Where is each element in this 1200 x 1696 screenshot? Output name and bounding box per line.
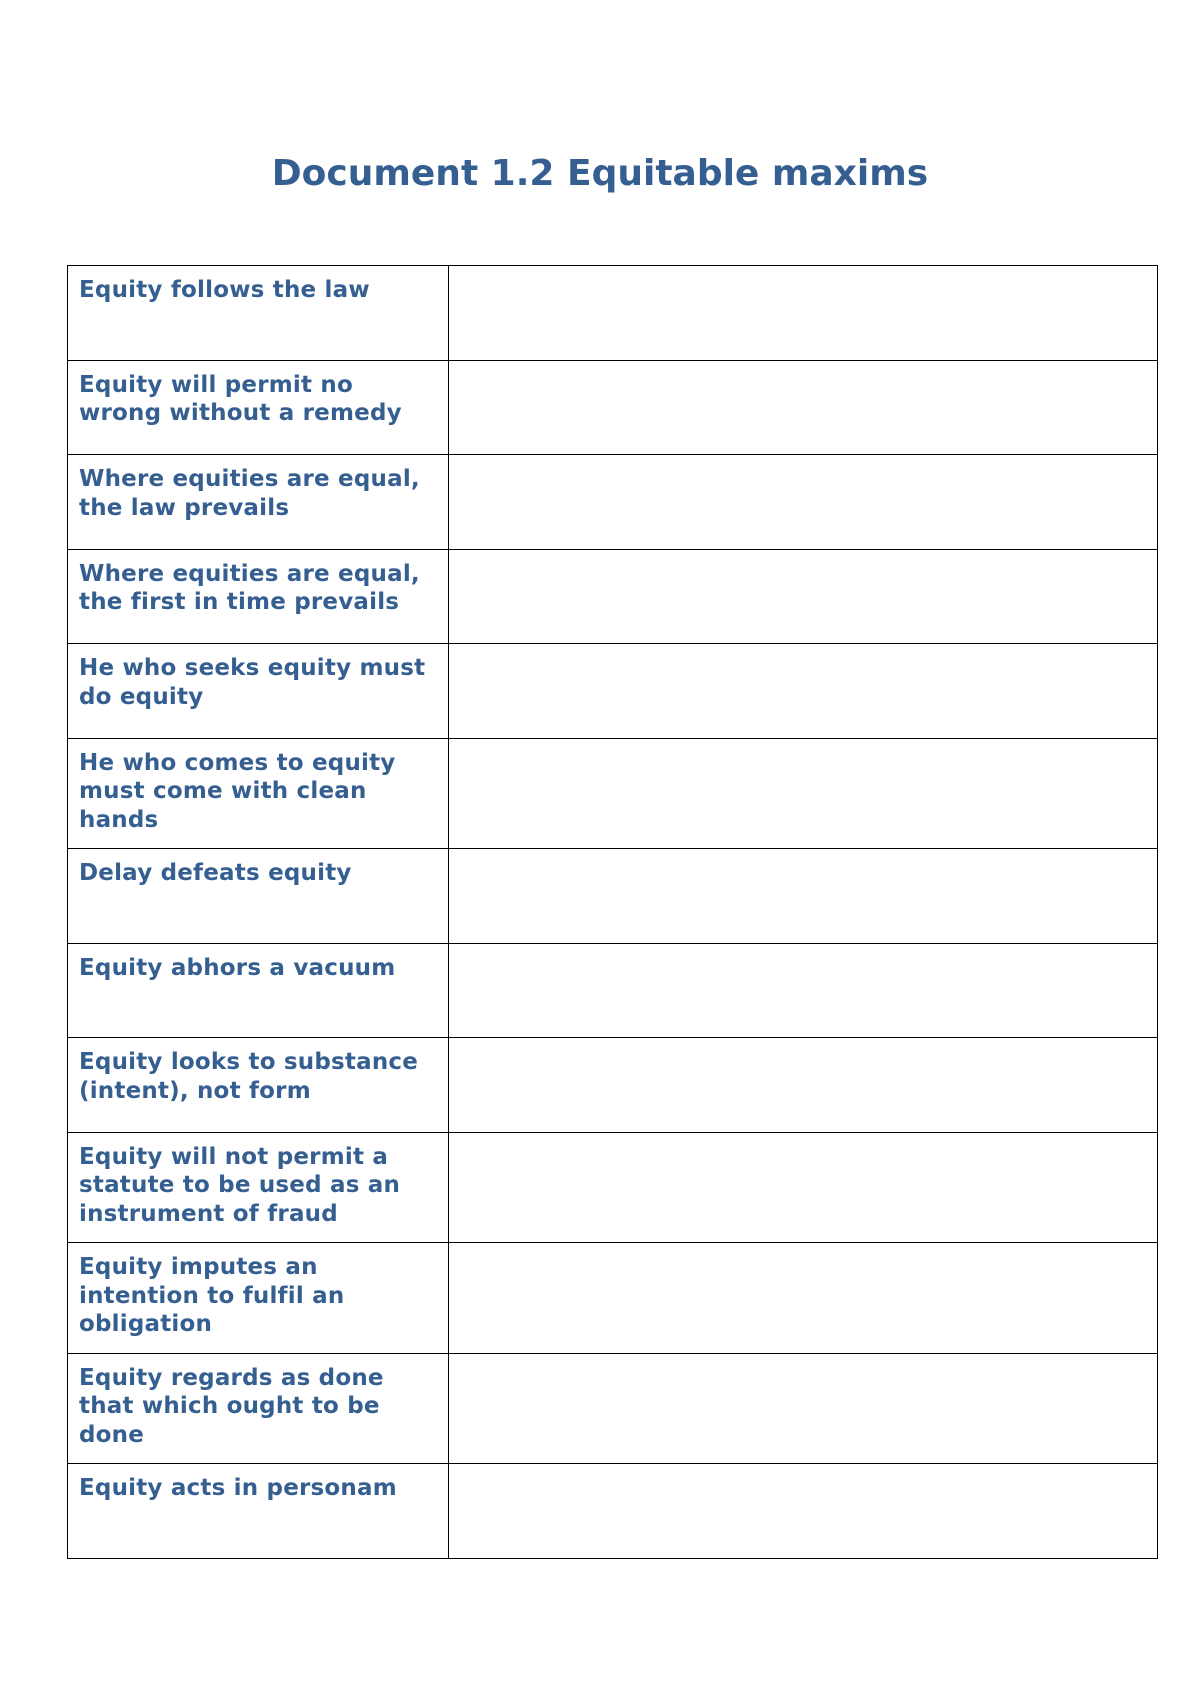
answer-cell[interactable] — [449, 1464, 1158, 1559]
answer-cell[interactable] — [449, 849, 1158, 944]
answer-cell[interactable] — [449, 644, 1158, 739]
table-row — [68, 549, 1158, 644]
table-row — [68, 738, 1158, 849]
maxim-label: Equity abhors a vacuum — [68, 943, 449, 1038]
page-title: Document 1.2 Equitable maxims — [271, 153, 929, 194]
maxim-label: He who comes to equity must come with clean hands — [68, 738, 449, 849]
answer-cell[interactable] — [449, 455, 1158, 550]
maxim-label: Equity regards as done that which ought to be done — [68, 1353, 449, 1464]
maxim-label: Equity acts in personam — [68, 1464, 449, 1559]
table-row — [68, 943, 1158, 1038]
answer-cell[interactable] — [449, 1132, 1158, 1243]
maxim-label: Equity will not permit a statute to be used as an instrument of fraud — [68, 1132, 449, 1243]
table-row — [68, 1353, 1158, 1464]
table-row — [68, 1243, 1158, 1354]
answer-cell[interactable] — [449, 549, 1158, 644]
maxim-label: Equity imputes an intention to fulfil an obligation — [68, 1243, 449, 1354]
answer-cell[interactable] — [449, 1038, 1158, 1133]
table-row — [68, 360, 1158, 455]
table-row — [68, 1038, 1158, 1133]
answer-cell[interactable] — [449, 1353, 1158, 1464]
answer-cell[interactable] — [449, 943, 1158, 1038]
answer-cell[interactable] — [449, 360, 1158, 455]
table-row — [68, 644, 1158, 739]
table-row — [68, 1132, 1158, 1243]
table-row — [68, 455, 1158, 550]
answer-cell[interactable] — [449, 1243, 1158, 1354]
maxim-label: Equity follows the law — [68, 266, 449, 361]
answer-cell[interactable] — [449, 738, 1158, 849]
maxim-label: Where equities are equal, the first in time prevails — [68, 549, 449, 644]
table-row — [68, 1464, 1158, 1559]
maxim-label: Equity looks to substance (intent), not form — [68, 1038, 449, 1133]
maxim-label: Where equities are equal, the law prevails — [68, 455, 449, 550]
maxim-label: He who seeks equity must do equity — [68, 644, 449, 739]
maxims-table — [67, 265, 1158, 1559]
maxim-label: Equity will permit no wrong without a remedy — [68, 360, 449, 455]
maxim-label: Delay defeats equity — [68, 849, 449, 944]
answer-cell[interactable] — [449, 266, 1158, 361]
table-row — [68, 849, 1158, 944]
table-row — [68, 266, 1158, 361]
